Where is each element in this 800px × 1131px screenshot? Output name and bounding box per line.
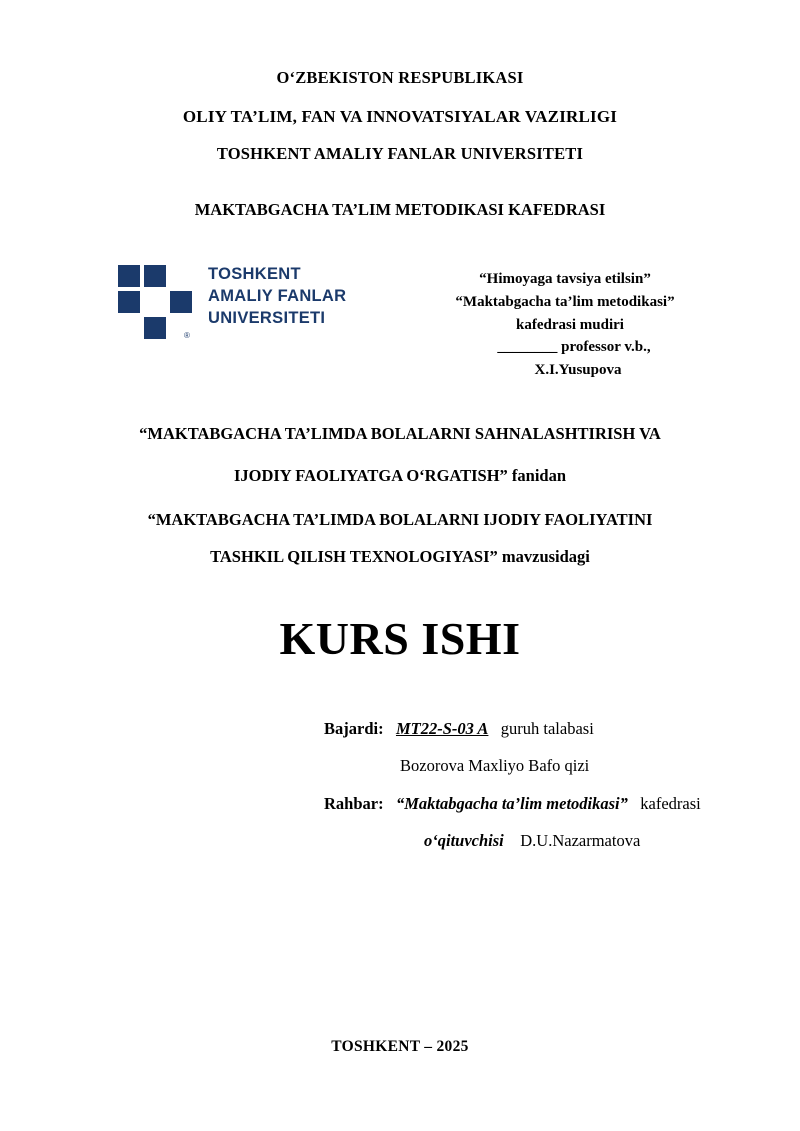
supervisor-role: o‘qituvchisi [424,831,504,851]
university-logo [66,262,396,341]
subject-line-2 [66,468,734,485]
header-line-university: TOSHKENT AMALIY FANLAR UNIVERSITETI [216,143,584,163]
student-name-row: Bozorova Maxliyo Bafo qizi [400,756,590,776]
logo-line-2: AMALIY FANLAR [208,286,347,305]
supervisor-label: Rahbar: [324,793,384,813]
author-block [66,718,734,851]
group-suffix: guruh talabasi [500,718,594,738]
approval-line-2: “Maktabgacha ta’lim metodikasi” [455,293,675,310]
supervisor-name-row [324,833,734,850]
supervisor-department-suffix: kafedrasi [640,793,701,813]
subject-line-2-tail: fanidan [511,466,567,486]
supervisor-row [324,793,734,813]
approval-line-3: kafedrasi mudiri [516,316,624,333]
group-value: MT22-S-03 A [395,718,489,738]
topic-line-2 [66,549,734,566]
title-block [66,423,734,567]
header-line-republic: O‘ZBEKISTON RESPUBLIKASI [276,68,524,87]
topic-line-2-bold: TASHKIL QILISH TEXNOLOGIYASI” [210,547,502,567]
work-type-title: KURS ISHI [279,612,521,664]
logo-mark-icon [118,265,194,341]
header-line-ministry: OLIY TA’LIM, FAN VA INNOVATSIYALAR VAZIRLIGI [182,106,618,126]
performed-by-label: Bajardi: [324,718,384,738]
logo-line-1: TOSHKENT [208,265,301,283]
registered-mark-icon: ® [184,331,190,340]
performed-by-row [324,718,734,738]
institution-header [66,0,734,220]
topic-line-2-tail: mavzusidagi [501,547,590,567]
approval-line-1: “Himoyaga tavsiya etilsin” [479,271,651,287]
subject-line-2-bold: IJODIY FAOLIYATGA O‘RGATISH” [233,466,512,486]
supervisor-department: “Maktabgacha ta’lim metodikasi” [395,793,628,813]
logo-line-3: UNIVERSITETI [208,308,326,327]
header-line-department: MAKTABGACHA TA’LIM METODIKASI KAFEDRASI [194,200,606,219]
approval-block [396,262,734,382]
footer-place-year: TOSHKENT – 2025 [331,1038,469,1055]
logo-and-approval-row [66,262,734,382]
logo-wordmark [208,264,346,329]
approval-line-5: X.I.Yusupova [534,362,622,379]
approval-line-4: ________ professor v.b., [497,339,651,356]
topic-line-1: “MAKTABGACHA TA’LIMDA BOLALARNI IJODIY FAOLIYATINI [147,509,653,529]
subject-line-1: “MAKTABGACHA TA’LIMDA BOLALARNI SAHNALASHTIRISH VA [139,423,661,443]
supervisor-name: D.U.Nazarmatova [520,831,641,851]
